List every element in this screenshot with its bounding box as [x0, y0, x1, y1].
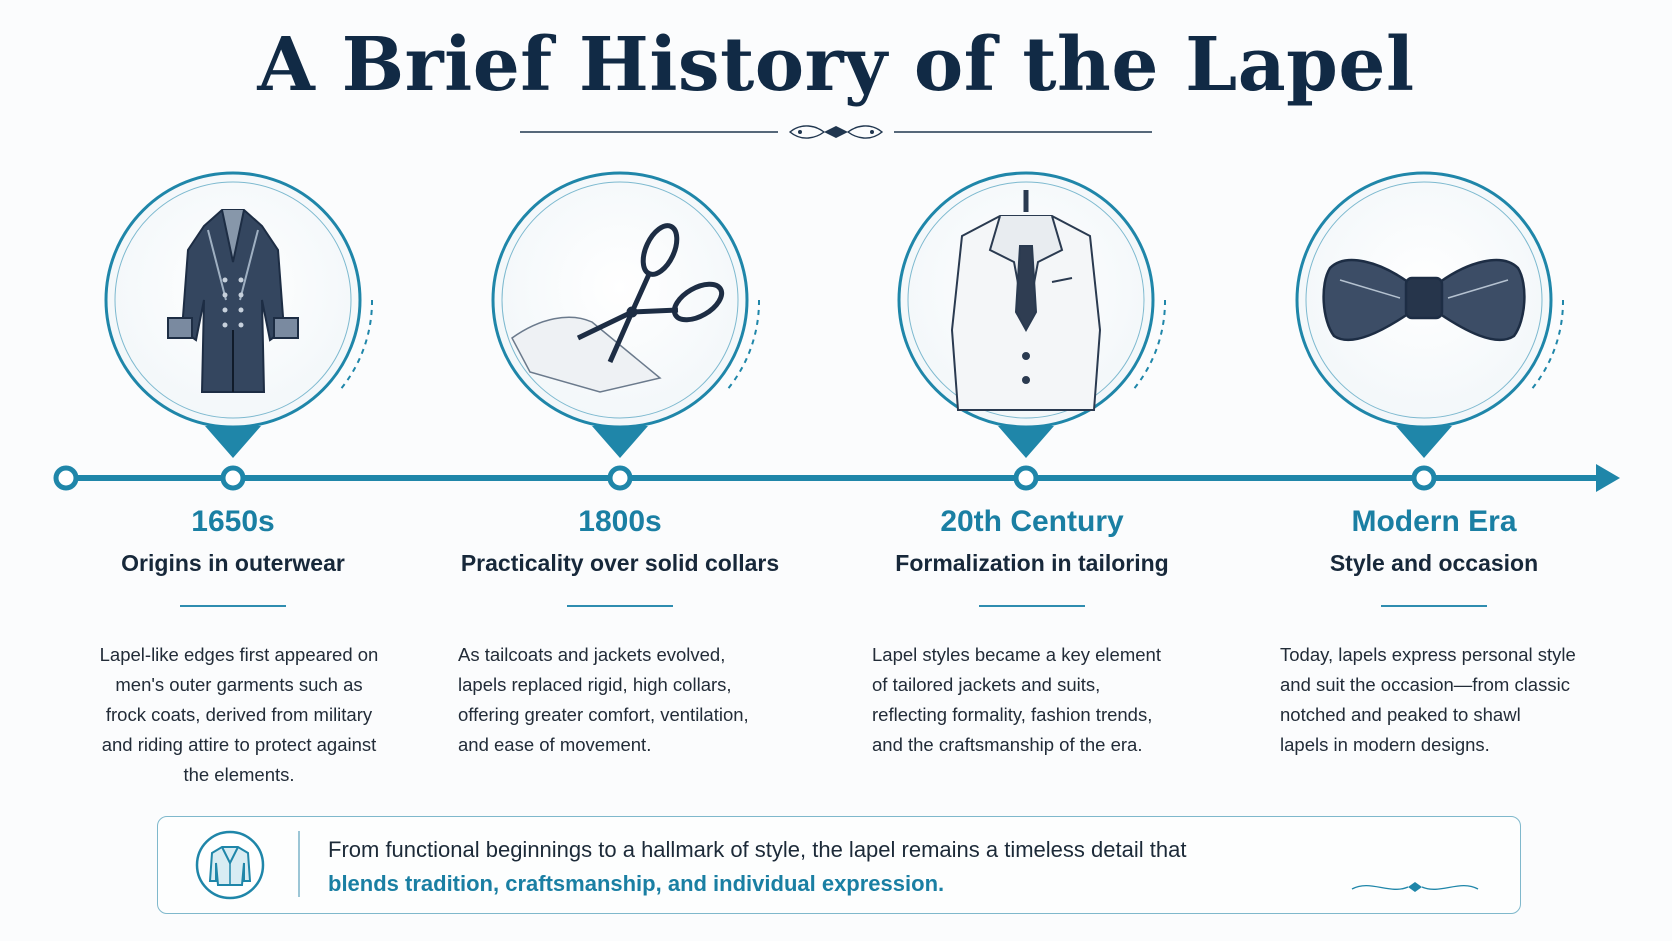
milestone-2-description: As tailcoats and jackets evolved, lapels replaced rigid, high collars, offering greater comfort, ventilation, and ease of movement. — [458, 644, 749, 755]
milestone-1-description: Lapel-like edges first appeared on men's outer garments such as frock coats, derived from military and riding attire to protect against the elements. — [99, 644, 379, 785]
milestone-era: 20th Century — [940, 505, 1124, 538]
milestone-2 — [420, 505, 820, 607]
milestone-3-description: Lapel styles became a key element of tailored jackets and suits, reflecting formality, fashion trends, and the craftsmanship of the era. — [872, 644, 1161, 755]
milestone-4 — [1234, 505, 1634, 607]
milestone-subtitle: Formalization in tailoring — [895, 550, 1169, 576]
timeline-start-node — [56, 468, 76, 488]
milestone-1-node — [223, 468, 243, 488]
milestone-4-description: Today, lapels express personal style and suit the occasion—from classic notched and peaked to shawl lapels in modern designs. — [1280, 644, 1576, 755]
milestone-3-node — [1016, 468, 1036, 488]
summary-text — [328, 833, 1186, 901]
summary-line-2: blends tradition, craftsmanship, and individual expression. — [328, 871, 945, 896]
summary-separator — [298, 831, 300, 897]
summary-box — [157, 816, 1521, 914]
milestone-subtitle: Practicality over solid collars — [460, 550, 780, 576]
milestone-divider — [979, 605, 1085, 607]
jacket-icon — [194, 829, 266, 901]
milestone-divider — [567, 605, 673, 607]
milestone-subtitle: Origins in outerwear — [121, 550, 345, 576]
milestone-3 — [832, 505, 1232, 607]
milestone-era: Modern Era — [1351, 505, 1517, 538]
page-title: A Brief History of the Lapel — [257, 22, 1415, 108]
milestone-era: 1650s — [191, 505, 275, 538]
summary-line-1: From functional beginnings to a hallmark of style, the lapel remains a timeless detail that — [328, 837, 1187, 862]
milestone-4-node — [1414, 468, 1434, 488]
milestone-1 — [33, 505, 433, 607]
milestone-era: 1800s — [578, 505, 662, 538]
milestone-subtitle: Style and occasion — [1329, 550, 1539, 576]
milestone-2-node — [610, 468, 630, 488]
milestone-divider — [1381, 605, 1487, 607]
milestone-divider — [180, 605, 286, 607]
flourish-ornament — [1350, 877, 1480, 897]
timeline-arrowhead — [1596, 464, 1620, 492]
